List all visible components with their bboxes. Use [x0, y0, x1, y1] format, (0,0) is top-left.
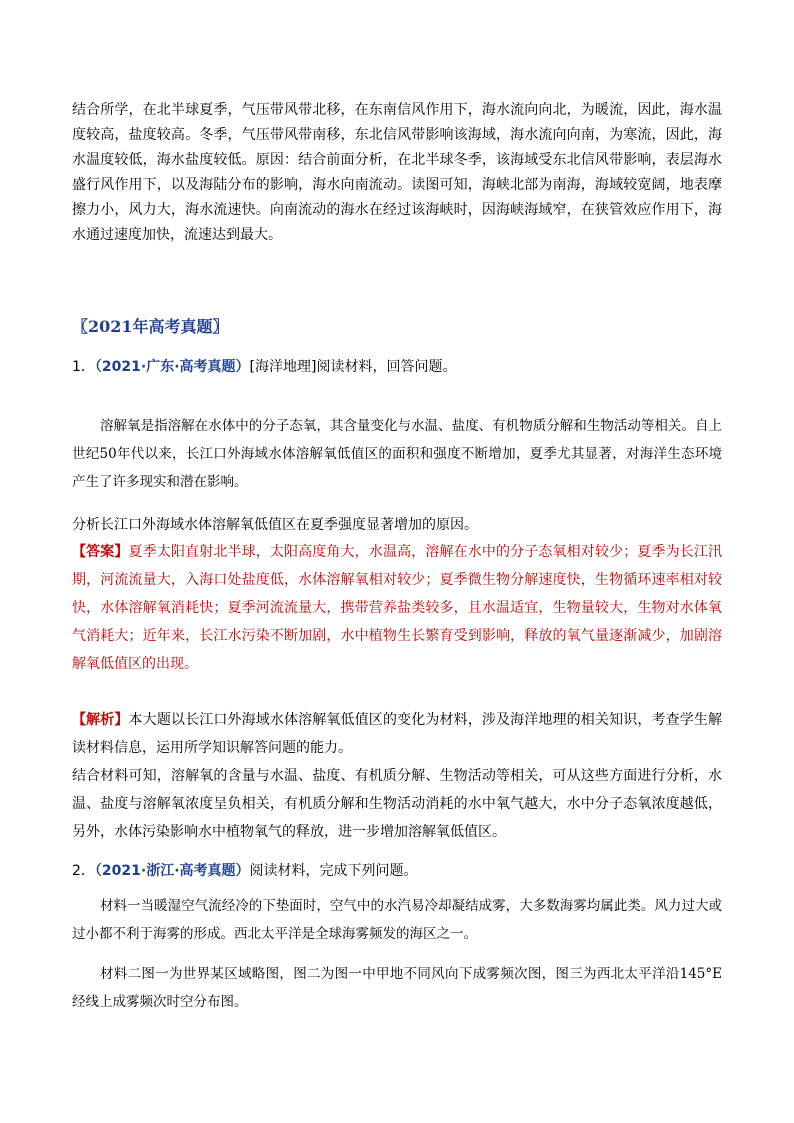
question-2-number: 2． [72, 863, 95, 879]
question-2-header [72, 860, 722, 882]
question-2-source: （2021·浙江·高考真题） [94, 863, 250, 879]
question-2-material-2: 材料二图一为世界某区域略图，图二为图一中甲地不同风向下成雾频次图，图三为西北太平洋沿145°E经线上成雾频次时空分布图。 [72, 966, 722, 1010]
answer-label: 【答案】 [72, 544, 129, 560]
question-1-source: （2021·广东·高考真题） [94, 359, 250, 375]
analysis-label: 【解析】 [72, 712, 129, 728]
question-2-prompt: 阅读材料，完成下列问题。 [249, 863, 418, 879]
analysis-text: 本大题以长江口外海域水体溶解氧低值区的变化为材料，涉及海洋地理的相关知识，考查学生解读材料信息，运用所学知识解答问题的能力。 [72, 712, 723, 756]
section-title: 〖2021年高考真题〗 [72, 317, 229, 336]
question-1-analysis [72, 706, 722, 762]
question-1-material: 溶解氧是指溶解在水体中的分子态氧，其含量变化与水温、盐度、有机物质分解和生物活动等相关。自上世纪50年代以来，长江口外海域水体溶解氧低值区的面积和强度不断增加，夏季尤其显著，对海洋生态环境产生了许多现实和潜在影响。 [72, 418, 722, 490]
question-1-answer [72, 538, 722, 678]
question-1-header [72, 356, 722, 378]
question-1-number: 1． [72, 359, 95, 375]
answer-text: 夏季太阳直射北半球，太阳高度角大，水温高，溶解在水中的分子态氧相对较少；夏季为长江汛期，河流流量大，入海口处盐度低，水体溶解氧相对较少；夏季微生物分解速度快，生物循环速率相对较快，水体溶解氧消耗快；夏季河流流量大，携带营养盐类较多，且水温适宜，生物量较大，生物对水体氧气消耗大；近年来，长江水污染不断加剧，水中植物生长繁育受到影响，释放的氧气量逐渐减少，加剧溶解氧低值区的出现。 [72, 544, 723, 672]
question-1-prompt: [海洋地理]阅读材料，回答问题。 [249, 359, 457, 375]
intro-paragraph: 结合所学，在北半球夏季，气压带风带北移，在东南信风作用下，海水流向向北，为暖流，因此，海水温度较高，盐度较高。冬季，气压带风带南移，东北信风带影响该海域，海水流向向南，为寒流，因此，海水温度较低，海水盐度较低。原因：结合前面分析，在北半球冬季，该海域受东北信风带影响，表层海水盛行风作用下，以及海陆分布的影响，海水向南流动。读图可知，海峡北部为南海，海域较宽阔，地表摩擦力小，风力大，海水流速快。向南流动的海水在经过该海峡时，因海峡海域窄，在狭管效应作用下，海水通过速度加快，流速达到最大。 [72, 102, 722, 243]
question-1-analysis-detail: 结合材料可知，溶解氧的含量与水温、盐度、有机质分解、生物活动等相关，可从这些方面进行分析，水温、盐度与溶解氧浓度呈负相关，有机质分解和生物活动消耗的水中氧气越大，水中分子态氧浓度越低，另外，水体污染影响水中植物氧气的释放，进一步增加溶解氧低值区。 [72, 768, 722, 840]
question-2-material-1: 材料一当暖湿空气流经冷的下垫面时，空气中的水汽易冷却凝结成雾，大多数海雾均属此类。风力过大或过小都不利于海雾的形成。西北太平洋是全球海雾频发的海区之一。 [72, 898, 722, 942]
question-1-question: 分析长江口外海域水体溶解氧低值区在夏季强度显著增加的原因。 [72, 517, 478, 533]
